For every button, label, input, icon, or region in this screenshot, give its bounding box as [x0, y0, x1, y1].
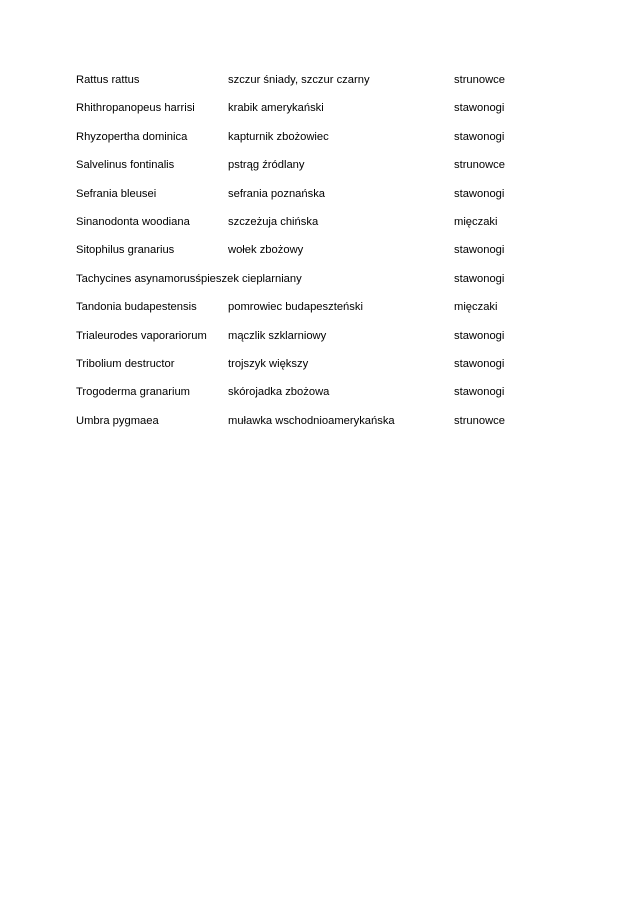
table-row: [76, 73, 546, 101]
table-row: [76, 385, 546, 413]
table-row: [76, 215, 546, 243]
latin-name: Tribolium destructor: [76, 357, 175, 370]
table-row: [76, 158, 546, 186]
phylum: stawonogi: [454, 130, 505, 143]
table-row: [76, 243, 546, 271]
phylum: stawonogi: [454, 329, 505, 342]
table-row: [76, 272, 546, 300]
latin-name: Rattus rattus: [76, 74, 140, 86]
latin-name: Umbra pygmaea: [76, 414, 159, 427]
latin-name: Sitophilus granarius: [76, 244, 175, 257]
phylum: stawonogi: [454, 272, 505, 285]
polish-name: pomrowiec budapeszteński: [228, 301, 363, 314]
latin-name: Trogoderma granarium: [76, 386, 190, 399]
latin-name: Rhyzopertha dominica: [76, 130, 188, 143]
phylum: stawonogi: [454, 187, 505, 200]
phylum: stawonogi: [454, 357, 505, 370]
phylum: strunowce: [454, 414, 505, 427]
polish-name: pstrąg źródlany: [228, 159, 305, 172]
latin-name: Sefrania bleusei: [76, 187, 157, 200]
latin-name: Sinanodonta woodiana: [76, 215, 190, 228]
polish-name: skórojadka zbożowa: [228, 386, 330, 399]
phylum: strunowce: [454, 74, 505, 86]
phylum: stawonogi: [454, 244, 505, 257]
table-row: [76, 357, 546, 385]
phylum: strunowce: [454, 159, 505, 172]
species-table-body: [76, 73, 546, 442]
latin-name: Trialeurodes vaporariorum: [76, 329, 207, 342]
species-table: [76, 73, 546, 442]
polish-name: szczur śniady, szczur czarny: [228, 74, 370, 86]
latin-name: Salvelinus fontinalis: [76, 159, 175, 172]
polish-name: wołek zbożowy: [228, 244, 304, 257]
polish-name: kapturnik zbożowiec: [228, 130, 329, 143]
phylum: stawonogi: [454, 386, 505, 399]
polish-name: sefrania poznańska: [228, 187, 326, 200]
polish-name: mączlik szklarniowy: [228, 329, 327, 342]
polish-name: krabik amerykański: [228, 102, 324, 115]
phylum: mięczaki: [454, 215, 498, 228]
latin-name: Tachycines asynamorusśpieszek cieplarniany: [76, 272, 302, 285]
polish-name: trojszyk większy: [228, 357, 309, 370]
table-row: [76, 329, 546, 357]
table-row: [76, 414, 546, 442]
polish-name: muławka wschodnioamerykańska: [228, 414, 395, 427]
table-row: [76, 101, 546, 129]
latin-name: Tandonia budapestensis: [76, 301, 197, 314]
table-row: [76, 300, 546, 328]
phylum: stawonogi: [454, 102, 505, 115]
latin-name: Rhithropanopeus harrisi: [76, 102, 195, 115]
phylum: mięczaki: [454, 301, 498, 314]
table-row: [76, 187, 546, 215]
table-row: [76, 130, 546, 158]
polish-name: szczeżuja chińska: [228, 215, 319, 228]
